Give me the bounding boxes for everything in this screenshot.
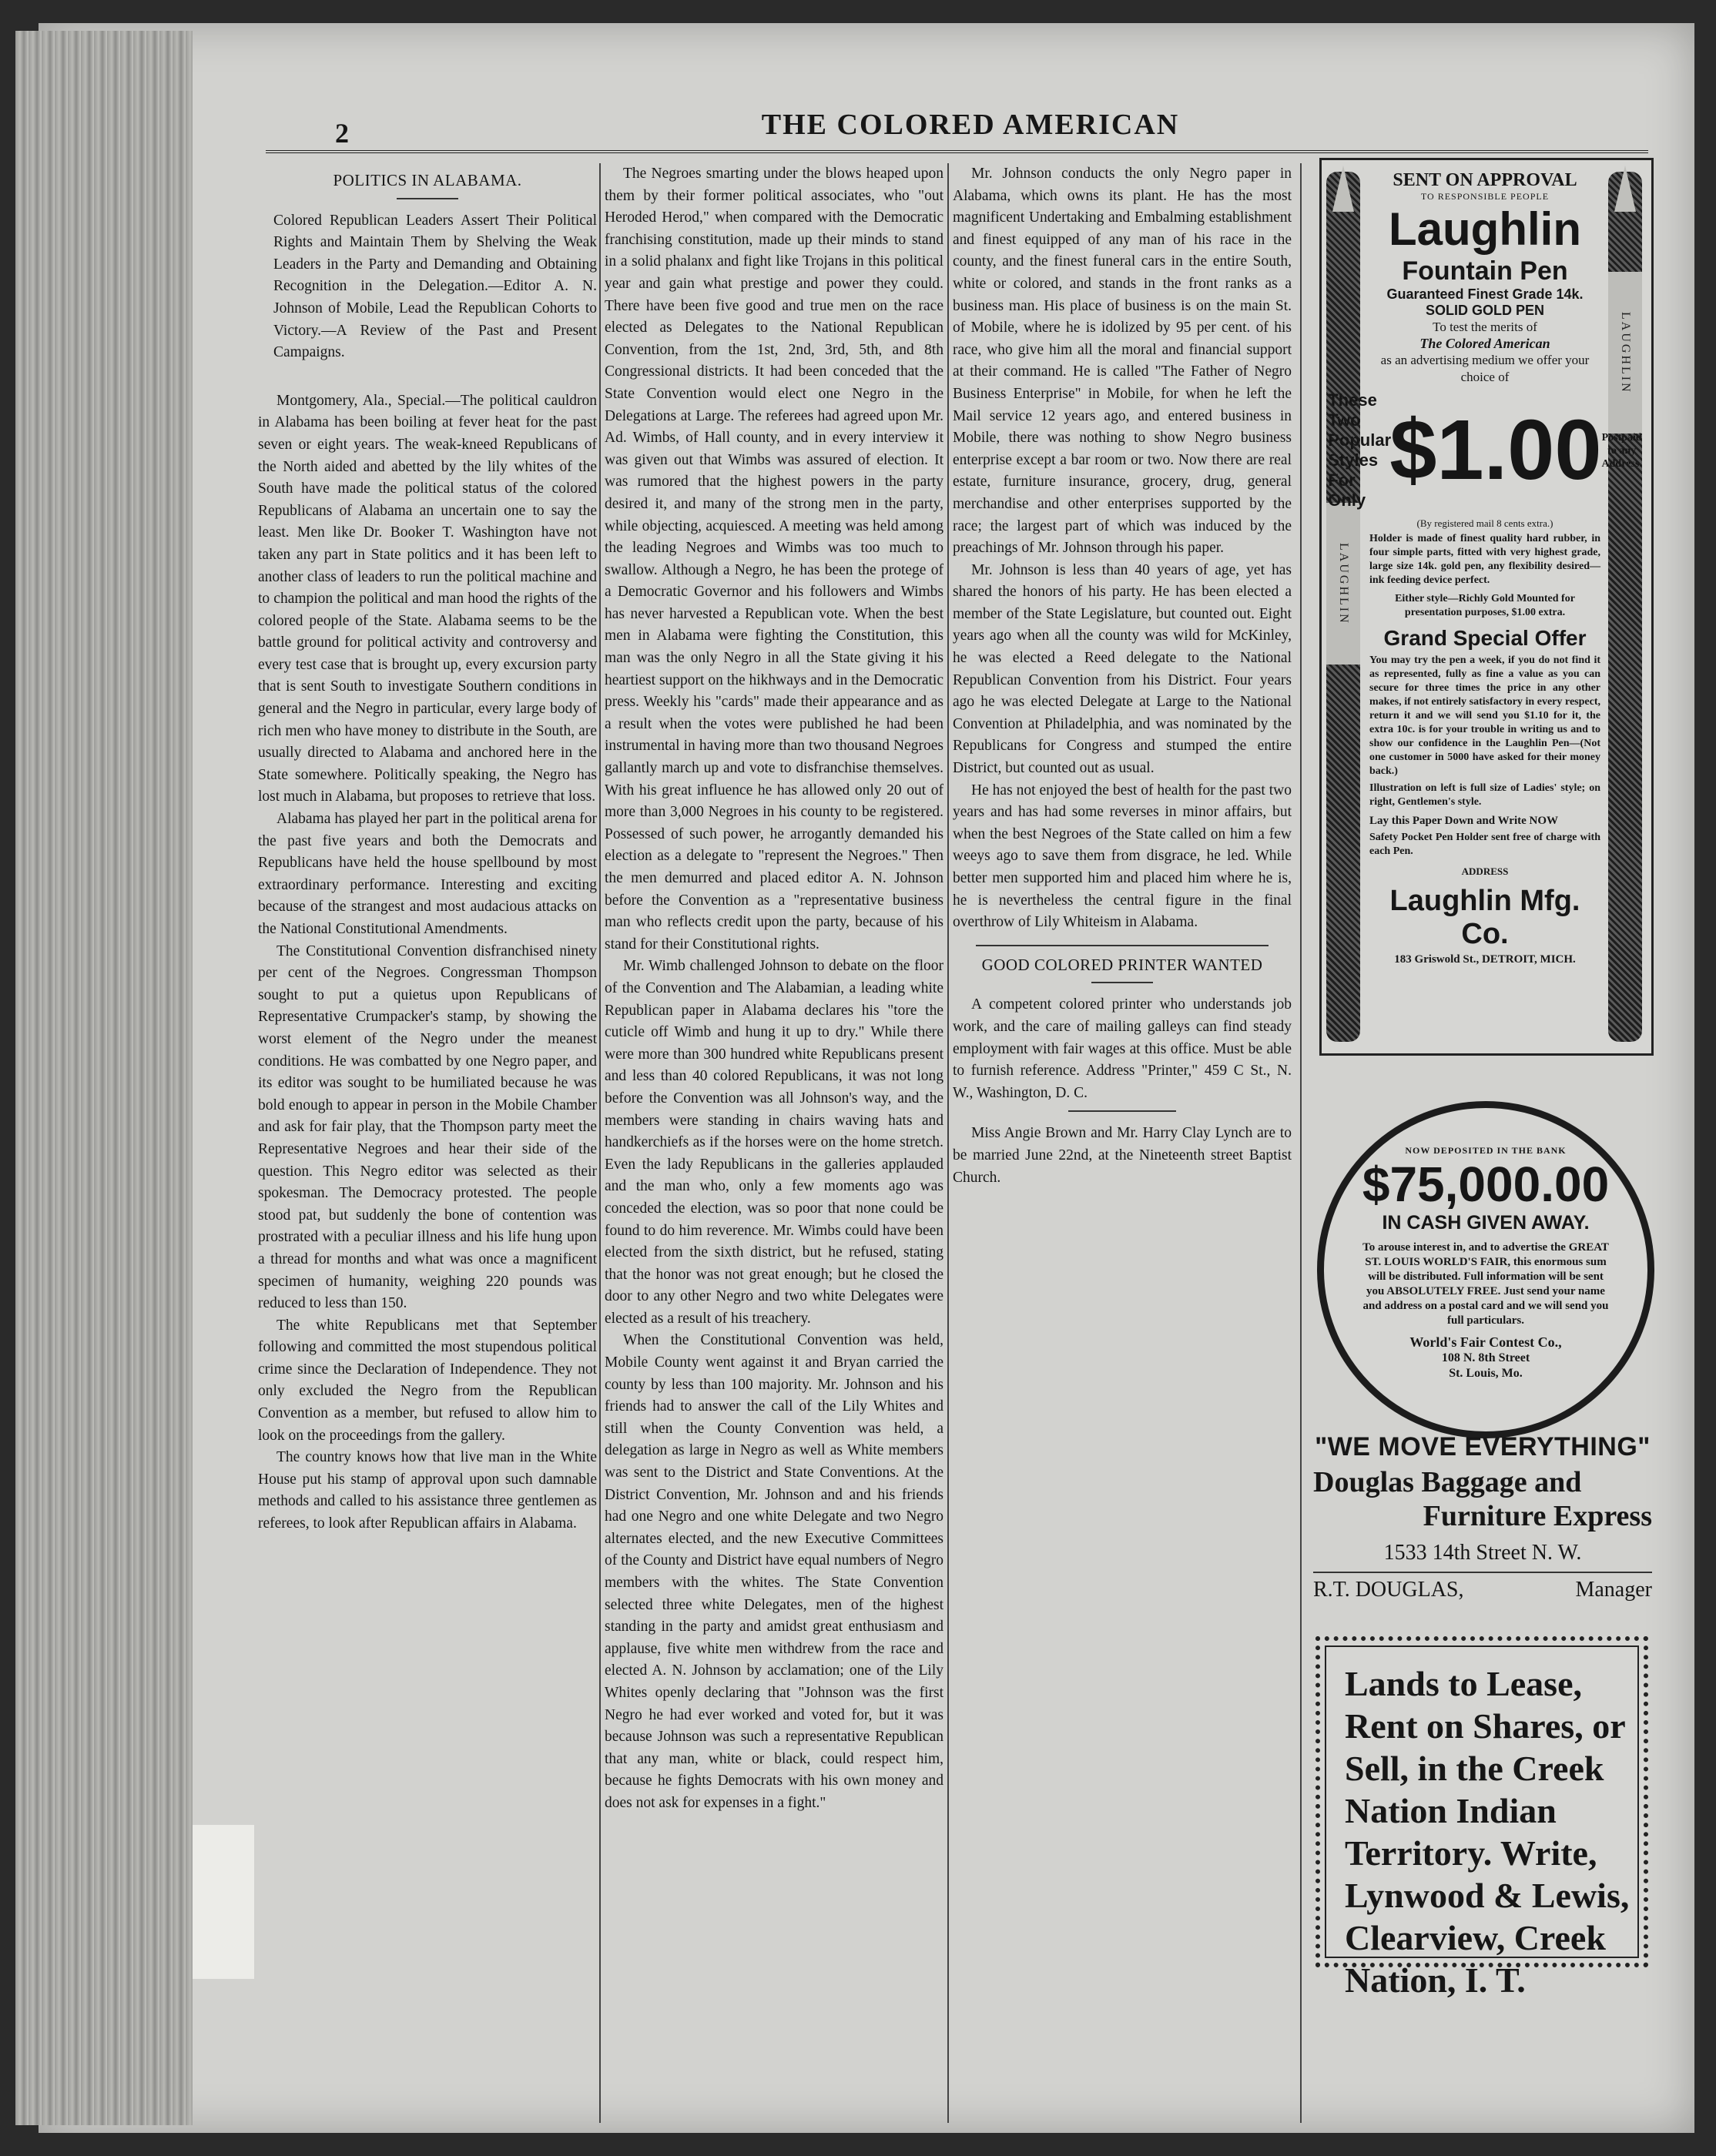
column-rule (599, 163, 601, 2123)
registered-note: (By registered mail 8 cents extra.) (1416, 517, 1553, 529)
contest-city: St. Louis, Mo. (1449, 1367, 1523, 1380)
product-name: Fountain Pen (1402, 256, 1568, 286)
brand-name: Laughlin (1389, 203, 1581, 255)
contest-street: 108 N. 8th Street (1441, 1351, 1530, 1364)
approval-line: SENT ON APPROVAL (1393, 170, 1577, 190)
column-rule (1300, 163, 1302, 2123)
price-styles: These Two Popular Styles For Only (1328, 390, 1392, 510)
company-name-line1: Douglas Baggage and (1313, 1466, 1582, 1498)
bound-volume-spine (15, 31, 193, 2125)
either-style-note: Either style—Richly Gold Mounted for presentation purposes, $1.00 extra. (1395, 593, 1575, 618)
safety-holder-note: Safety Pocket Pen Holder sent free of charge with each Pen. (1369, 832, 1600, 857)
masthead-title: THE COLORED AMERICAN (761, 109, 1180, 141)
article-paragraph: The Negroes smarting under the blows heaped upon them by their former political associates, who "out Heroded Herod," when compared with the Democratic franchising constitution, made up their minds to stand in a solid phalanx and fight like Trojans in this political year and gain what prestige and power they could. There have been five good and true men on the race elected as Delegates to the National Republican Convention, from the 1st, 2nd, 3rd, 5th, and 8th Congressional districts. It had been conceded that the State Convention would elect one Negro in the Delegations at Large. The referees had agreed upon Mr. Ad. Wimbs, of Hall county, and in every interview it was given out that Wimbs was assured of election. It was rumored that the highest powers in the party desired it, and many of the strong men in the party, while objecting, acquiesced. A meeting was held among the leading Negroes and Wimbs was too much to swallow. Although a Negro, he has been the protege of a Democratic Governor and his followers and Wimbs has never harvested a Republican vote. When the best men in Alabama were fighting the Constitution, this man was the only Negro in all the State giving it his heartiest support on the hikhways and in the Democratic press. Weekly his "cards" made their appearance and as a result when the votes were published he had been instrumental in having more than two thousand Negroes gallantly march up and vote to disfranchise themselves. With his great influence he has allowed only 20 out of more than 3,000 Negroes in his county to be registered. Possessed of such power, he arrogantly demanded his election as a delegate to "represent the Negroes." Then the men demurred and placed editor A. N. Johnson before the Convention as a "representative business man who reflects credit upon the party, because of his stand for their Constitutional rights. (605, 166, 943, 952)
grand-offer-body: You may try the pen a week, if you do not find it as represented, fully as fine a value as you can secure for three times the price in any other makes, if not entirely satisfactory in every respect, return it and we will send you $1.10 for it, the extra 10c. is for your trouble in writing us and to show our confidence in the Laughlin Pen—(Not one customer in 5000 have asked for their money back.) (1369, 654, 1600, 777)
pen-label: LAUGHLIN (1608, 272, 1642, 434)
headline-rule (1091, 982, 1153, 983)
cash-amount: $75,000.00 (1362, 1157, 1610, 1212)
deposit-line: NOW DEPOSITED IN THE BANK (1405, 1145, 1567, 1156)
article-paragraph: He has not enjoyed the best of health for the past two years and has had some reverses in minor affairs, but when the best Negroes of the State called on him a few weeys ago to save them from disgrace, he led. While better men supported him and placed him where he is, he is nevertheless the central figure in the final overthrow of Lily Whiteism in Alabama. (953, 782, 1292, 931)
creek-nation-lands-ad (1315, 1636, 1648, 2000)
postpaid-note: Postpaid to any Address. (1601, 431, 1642, 470)
pen-ad-copy (1328, 164, 1642, 968)
laughlin-pen-ad (1319, 158, 1654, 1056)
section-rule (1068, 1110, 1176, 1112)
article-column-3 (953, 163, 1292, 2119)
manager-name: R.T. DOUGLAS, (1313, 1578, 1464, 1602)
article-paragraph: Mr. Wimb challenged Johnson to debate on the floor of the Convention and The Alabamian, a leading white Republican paper in Alabama declares his "tore the cuticle off Wimb and hung it up to dry." While there were more than 300 hundred white Republicans present and less than 40 colored Republicans, it was not long before the Convention was all Johnson's way, and the members were standing in chairs waving hats and handkerchiefs as if the horses were on the home stretch. Even the lady Republicans in the galleries applauded and the man who, only a few moments ago was conceded the election, was so poor that none could be found to do him reverence. Mr. Wimbs could have been elected from the sixth district, but he refused, stating that the honor was not great enough; but he closed the door to any other Negro and two white Delegates were elected as a result of his treachery. (605, 958, 943, 1327)
manager-title: Manager (1575, 1578, 1652, 1602)
article-paragraph: Mr. Johnson is less than 40 years of age, yet has shared the honors of his party. He has been elected a member of the State Legislature, but counted out. Eight years ago when all the county was wild for McKinley, he was elected a Reed delegate to the National Republican Convention from his District. Four years ago he was elected Delegate at Large to the National Convention at Philadelphia, and was nominated by the Republicans for Congress and stumped the entire District, but counted out as usual. (953, 561, 1292, 777)
offer-line: as an advertising medium we offer your choice of (1380, 353, 1590, 384)
paper-name: The Colored American (1419, 336, 1550, 351)
moving-slogan: "WE MOVE EVERYTHING" (1315, 1432, 1651, 1461)
article-paragraph: When the Constitutional Convention was held, Mobile County went against it and Bryan carried the county by less than 100 majority. Mr. Johnson and his friends had to answer the call of the Lily Whites and still when the County Convention was held, a delegation as large in Negro as well as White members was sent to the District and State Conventions. At the District Convention, Mr. Johnson and and his friends had one Negro and one white Delegate and two Negro alternates elected, and the new Executive Committees of the County and District have equal numbers of Negro members with the whites. The State Convention selected three white Delegates, men of the highest standing in the party and amidst great enthusiasm and applause, five white men withdrew from the race and elected A. N. Johnson by acclamation; one of the Lily Whites openly declaring that "Johnson was the first Negro he had ever worked and voted for, but it was because Johnson was such a representative Republican that any man, white or black, could respect him, because he fights Democrats with his own money and does not ask for expenses in a fight." (605, 1332, 943, 1811)
douglas-baggage-ad (1313, 1432, 1652, 1632)
address-label: ADDRESS (1461, 865, 1509, 877)
grand-offer-title: Grand Special Offer (1383, 626, 1587, 650)
article-paragraph: The Constitutional Convention disfranchised ninety per cent of the Negroes. Congressman Thompson sought to put a quietus upon Republicans of Representative Crumpacker's stamp, by showing the worst element of the Negro under the meanest conditions. He was combatted by one Negro paper, and its editor was sought to be humiliated because he was bold enough to appear in person in the Mobile Chamber and ask for fair play, that the Thompson party meet the Representative Negroes and hear their side of the question. This Negro editor was selected as their spokesman. The Democracy protested. The people stood pat, but suddenly the bone of contention was prostrated with a peculiar illness and his life hung upon a thread for months and what was once a magnificent specimen of humanity, weighing 220 pounds was reduced to less than 150. (258, 942, 597, 1312)
grade-line: Guaranteed Finest Grade 14k. (1386, 286, 1584, 302)
article-deck: Colored Republican Leaders Assert Their Political Rights and Maintain Them by Shelving the Weak Leaders in the Party and Demanding and Obtaining Recognition in the Delegation.—Editor A. N. Johnson of Mobile, Lead the Republican Cohorts to Victory.—A Review of the Past and Present Campaigns. (273, 212, 597, 361)
article-paragraph: Alabama has played her part in the political arena for the past five years and both the Democrats and Republicans have held the house spellbound by most extraordinary performance. Interesting and exciting because of the strangest and most audacious attacks on the National Constitutional Amendments. (258, 811, 597, 937)
contest-description: To arouse interest in, and to advertise the GREAT ST. LOUIS WORLD'S FAIR, this enormous sum will be distributed. Full information will be sent you ABSOLUTELY FREE. Just send your name and address on a postal card and we will send you full particulars. (1362, 1241, 1609, 1327)
lands-text: Lands to Lease, Rent on Shares, or Sell, in the Creek Nation Indian Territory. Write, Lynwood & Lewis, Clearview, Creek Nation, I. T. (1345, 1664, 1630, 2000)
article-headline: POLITICS IN ALABAMA. (333, 171, 522, 189)
page-number: 2 (335, 118, 349, 149)
holder-description: Holder is made of finest quality hard rubber, in four simple parts, fitted with very highest grade, large size 14k. gold pen, any flexibility desired—ink feeding device perfect. (1369, 533, 1600, 586)
fountain-pen-illustration (1608, 172, 1642, 1042)
gold-line: SOLID GOLD PEN (1425, 303, 1544, 318)
headline-rule (397, 198, 458, 199)
company-name: Laughlin Mfg. Co. (1389, 885, 1580, 950)
company-name-line2: Furniture Express (1423, 1500, 1652, 1532)
wanted-body: A competent colored printer who understands job work, and the care of mailing galleys can find steady employment with fair wages at this office. Must be able to furnish reference. Address "Printer," 459 C St., N. W., Washington, D. C. (953, 996, 1292, 1101)
article-paragraph: The white Republicans met that September following and committed the most stupendous political crime since the Declaration of Independence. They not only excluded the Negro from the Republican Convention as a member, but refused to allow him to look on the proceedings from the gallery. (258, 1317, 597, 1444)
illustration-note: Illustration on left is full size of Ladies' style; on right, Gentlemen's style. (1369, 782, 1600, 808)
company-address: 183 Griswold St., DETROIT, MICH. (1394, 953, 1576, 966)
wedding-notice: Miss Angie Brown and Mr. Harry Clay Lynch are to be married June 22nd, at the Nineteenth street Baptist Church. (953, 1125, 1292, 1186)
article-paragraph: Mr. Johnson conducts the only Negro paper in Alabama, which owns its plant. He has the most magnificent Undertaking and Embalming establishment and finest equipped of any man of his race in the county, and the finest funeral cars in the entire South, white or colored, and stands in the front ranks as a business man. His place of business is on the main St. of Mobile, where he is idolized by 95 per cent. of his race, who give him all the moral and financial support at their command. He is called "The Father of Negro Business Enterprise" in Mobile, for when he left the Mail service 12 years ago, and entered business in Mobile, there was nothing to show Negro business enterprise except a bar room or two. Now there are real estate, furniture insurance, grocery, drug, general merchandise and other enterprises supported by the race; the largest part of which was induced by the preachings of Mr. Johnson through his paper. (953, 166, 1292, 557)
price-row (1328, 390, 1642, 511)
company-address: 1533 14th Street N. W. (1383, 1541, 1582, 1565)
column-rule (947, 163, 949, 2123)
article-column-1 (258, 163, 597, 2119)
masthead-rule (266, 150, 1648, 153)
worlds-fair-cash-ad (1317, 1101, 1654, 1438)
responsible-line: TO RESPONSIBLE PEOPLE (1420, 191, 1550, 202)
contest-company: World's Fair Contest Co., (1409, 1334, 1562, 1350)
wanted-headline: GOOD COLORED PRINTER WANTED (981, 955, 1263, 974)
test-line: To test the merits of (1433, 320, 1537, 334)
article-paragraph: The country knows how that live man in the White House put his stamp of approval upon such damnable methods and called to his assistance three gentlemen as referees, to look after Republican affairs in Alabama. (258, 1449, 597, 1532)
manager-line (1313, 1572, 1652, 1602)
write-now: Lay this Paper Down and Write NOW (1369, 815, 1559, 827)
price: $1.00 (1389, 403, 1602, 497)
section-rule (976, 945, 1269, 946)
pen-label: LAUGHLIN (1326, 503, 1360, 665)
article-column-2 (605, 163, 943, 2119)
paper-tear (193, 1825, 254, 1979)
cash-line: IN CASH GIVEN AWAY. (1382, 1212, 1590, 1234)
fountain-pen-illustration (1326, 172, 1360, 1042)
article-paragraph: Montgomery, Ala., Special.—The political cauldron in Alabama has been boiling at fever heat for the past seven or eight years. The weak-kneed Republicans of the North aided and abetted by the lily whites of the South have made the political status of the colored Republicans of Alabama an uncertain one to say the least. Men like Dr. Booker T. Washington have not taken any part in State politics and it has been left to another class of leaders to run the political machine and to champion the political and man hood the rights of the colored people of the State. Alabama seems to be the battle ground for political activity and controversy and every test case that is brought up, every excursion party that is sent South to investigate Southern conditions in general and the Negro in particular, every large body of rich men who have money to distribute in the South, are usually directed to Alabama and anchored here in the State somewhere. Politically speaking, the Negro has lost much in Alabama, but proposes to retrieve that loss. (258, 392, 597, 805)
